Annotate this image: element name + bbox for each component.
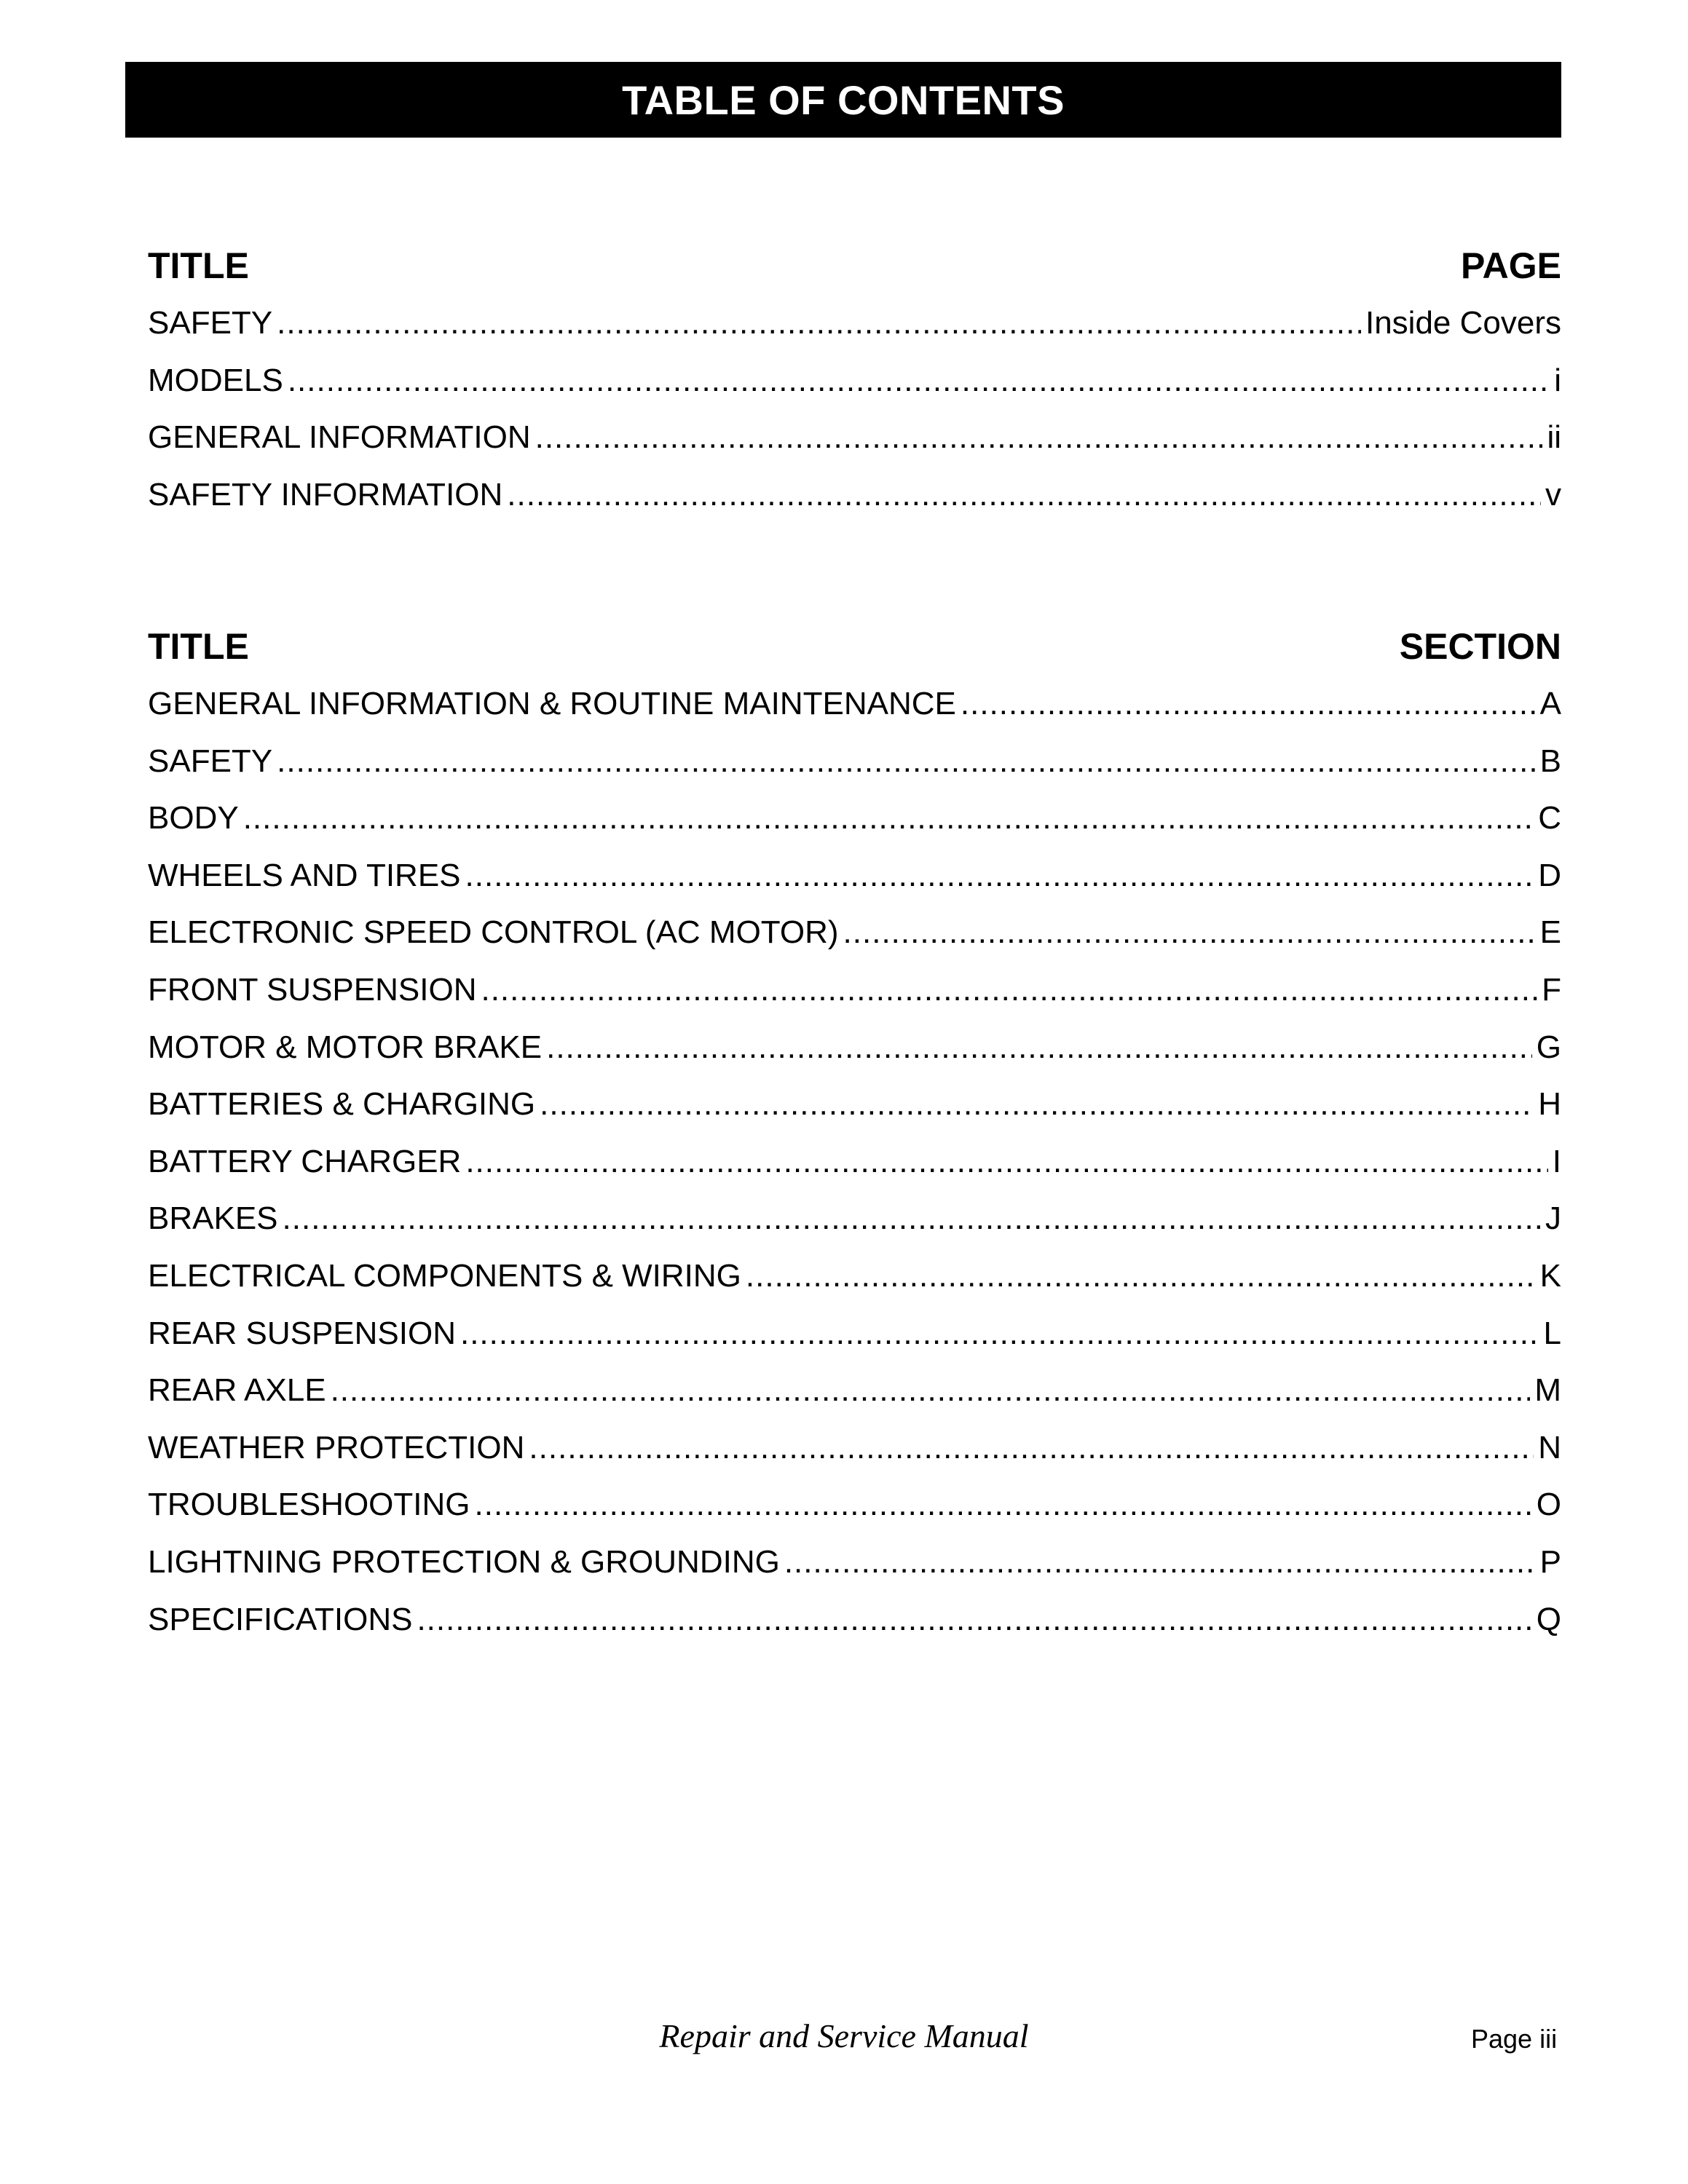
toc-entry	[148, 1534, 1561, 1591]
dot-leader	[417, 1591, 1531, 1649]
section-index-rows	[148, 676, 1561, 1648]
title-column-header: TITLE	[148, 626, 249, 667]
dot-leader	[507, 467, 1541, 524]
toc-entry-title: WEATHER PROTECTION	[148, 1429, 525, 1465]
toc-entry-title: BATTERY CHARGER	[148, 1143, 462, 1179]
toc-entry-title: WHEELS AND TIRES	[148, 857, 461, 893]
dot-leader	[843, 904, 1536, 962]
toc-entry-reference: E	[1539, 914, 1561, 951]
toc-entry	[148, 676, 1561, 733]
dot-leader	[481, 962, 1537, 1019]
toc-entry-title: SAFETY INFORMATION	[148, 476, 503, 513]
dot-leader	[535, 409, 1543, 467]
toc-entry-reference: G	[1536, 1029, 1561, 1065]
toc-entry	[148, 1591, 1561, 1649]
dot-leader	[277, 733, 1535, 791]
section-index-header	[148, 617, 1561, 676]
page-index-header	[148, 237, 1561, 295]
page-index-table	[148, 237, 1561, 523]
toc-entry	[148, 409, 1561, 467]
toc-entry-reference: N	[1538, 1429, 1561, 1465]
dot-leader	[961, 676, 1536, 733]
toc-entry	[148, 1133, 1561, 1191]
toc-entry-title: REAR AXLE	[148, 1372, 326, 1409]
dot-leader	[540, 1076, 1534, 1133]
dot-leader	[460, 1305, 1539, 1363]
dot-leader	[277, 295, 1361, 352]
toc-entry-title: FRONT SUSPENSION	[148, 971, 477, 1008]
toc-entry-reference: L	[1543, 1315, 1561, 1351]
dot-leader	[243, 790, 1534, 847]
toc-entry-reference: O	[1536, 1487, 1561, 1523]
dot-leader	[465, 1133, 1547, 1191]
section-index-table	[148, 617, 1561, 1648]
toc-entry-reference: ii	[1547, 419, 1561, 456]
dot-leader	[283, 1190, 1541, 1248]
toc-entry-title: LIGHTNING PROTECTION & GROUNDING	[148, 1543, 780, 1580]
page-title: TABLE OF CONTENTS	[622, 76, 1065, 123]
toc-entry-reference: v	[1545, 476, 1561, 513]
toc-entry-reference: H	[1538, 1086, 1561, 1123]
dot-leader	[331, 1362, 1531, 1420]
toc-entry	[148, 1420, 1561, 1477]
toc-entry-title: MODELS	[148, 362, 283, 398]
toc-entry-reference: C	[1538, 800, 1561, 836]
toc-entry	[148, 1248, 1561, 1305]
page-column-header: PAGE	[1461, 245, 1561, 286]
toc-entry-reference: B	[1539, 743, 1561, 779]
toc-entry-reference: F	[1542, 971, 1561, 1008]
toc-entry-title: ELECTRONIC SPEED CONTROL (AC MOTOR)	[148, 914, 839, 951]
toc-entry-reference: i	[1554, 362, 1561, 398]
toc-entry-reference: M	[1534, 1372, 1561, 1409]
toc-entry	[148, 1476, 1561, 1534]
toc-entry-reference: A	[1539, 686, 1561, 721]
dot-leader	[288, 352, 1550, 410]
toc-entry	[148, 962, 1561, 1019]
toc-entry	[148, 904, 1561, 962]
toc-entry	[148, 295, 1561, 352]
dot-leader	[475, 1476, 1532, 1534]
toc-entry-title: MOTOR & MOTOR BRAKE	[148, 1029, 543, 1065]
toc-entry-title: GENERAL INFORMATION	[148, 419, 531, 456]
dot-leader	[546, 1019, 1532, 1077]
toc-entry-title: SAFETY	[148, 305, 273, 341]
toc-entry-title: BODY	[148, 800, 239, 836]
toc-entry	[148, 1076, 1561, 1133]
toc-entry-reference: P	[1539, 1543, 1561, 1580]
dot-leader	[784, 1534, 1536, 1591]
toc-entry	[148, 790, 1561, 847]
toc-entry-reference: K	[1539, 1257, 1561, 1294]
footer-page-number: Page iii	[1471, 2024, 1558, 2054]
toc-entry-reference: Inside Covers	[1365, 305, 1561, 341]
toc-entry-reference: D	[1538, 857, 1561, 893]
title-column-header: TITLE	[148, 245, 249, 286]
dot-leader	[465, 847, 1534, 905]
dot-leader	[529, 1420, 1534, 1477]
toc-entry	[148, 1305, 1561, 1363]
toc-entry-title: ELECTRICAL COMPONENTS & WIRING	[148, 1257, 741, 1294]
toc-entry-title: REAR SUSPENSION	[148, 1315, 456, 1351]
toc-entry-title: BRAKES	[148, 1200, 278, 1237]
page-index-rows	[148, 295, 1561, 523]
toc-entry-title: SPECIFICATIONS	[148, 1601, 413, 1637]
toc-entry-reference: Q	[1536, 1601, 1561, 1637]
toc-entry	[148, 1362, 1561, 1420]
toc-entry	[148, 1019, 1561, 1077]
toc-entry	[148, 733, 1561, 791]
dot-leader	[746, 1248, 1536, 1305]
toc-entry-reference: I	[1552, 1143, 1561, 1179]
toc-entry	[148, 847, 1561, 905]
footer-manual-name: Repair and Service Manual	[659, 2017, 1029, 2054]
toc-entry-title: GENERAL INFORMATION & ROUTINE MAINTENANCE	[148, 686, 956, 721]
toc-entry	[148, 467, 1561, 524]
toc-banner	[125, 62, 1561, 138]
toc-entry-title: BATTERIES & CHARGING	[148, 1086, 536, 1123]
toc-entry-title: SAFETY	[148, 743, 273, 779]
toc-entry	[148, 1190, 1561, 1248]
section-column-header: SECTION	[1399, 626, 1561, 667]
toc-entry	[148, 352, 1561, 410]
toc-entry-title: TROUBLESHOOTING	[148, 1487, 470, 1523]
toc-entry-reference: J	[1545, 1200, 1561, 1237]
